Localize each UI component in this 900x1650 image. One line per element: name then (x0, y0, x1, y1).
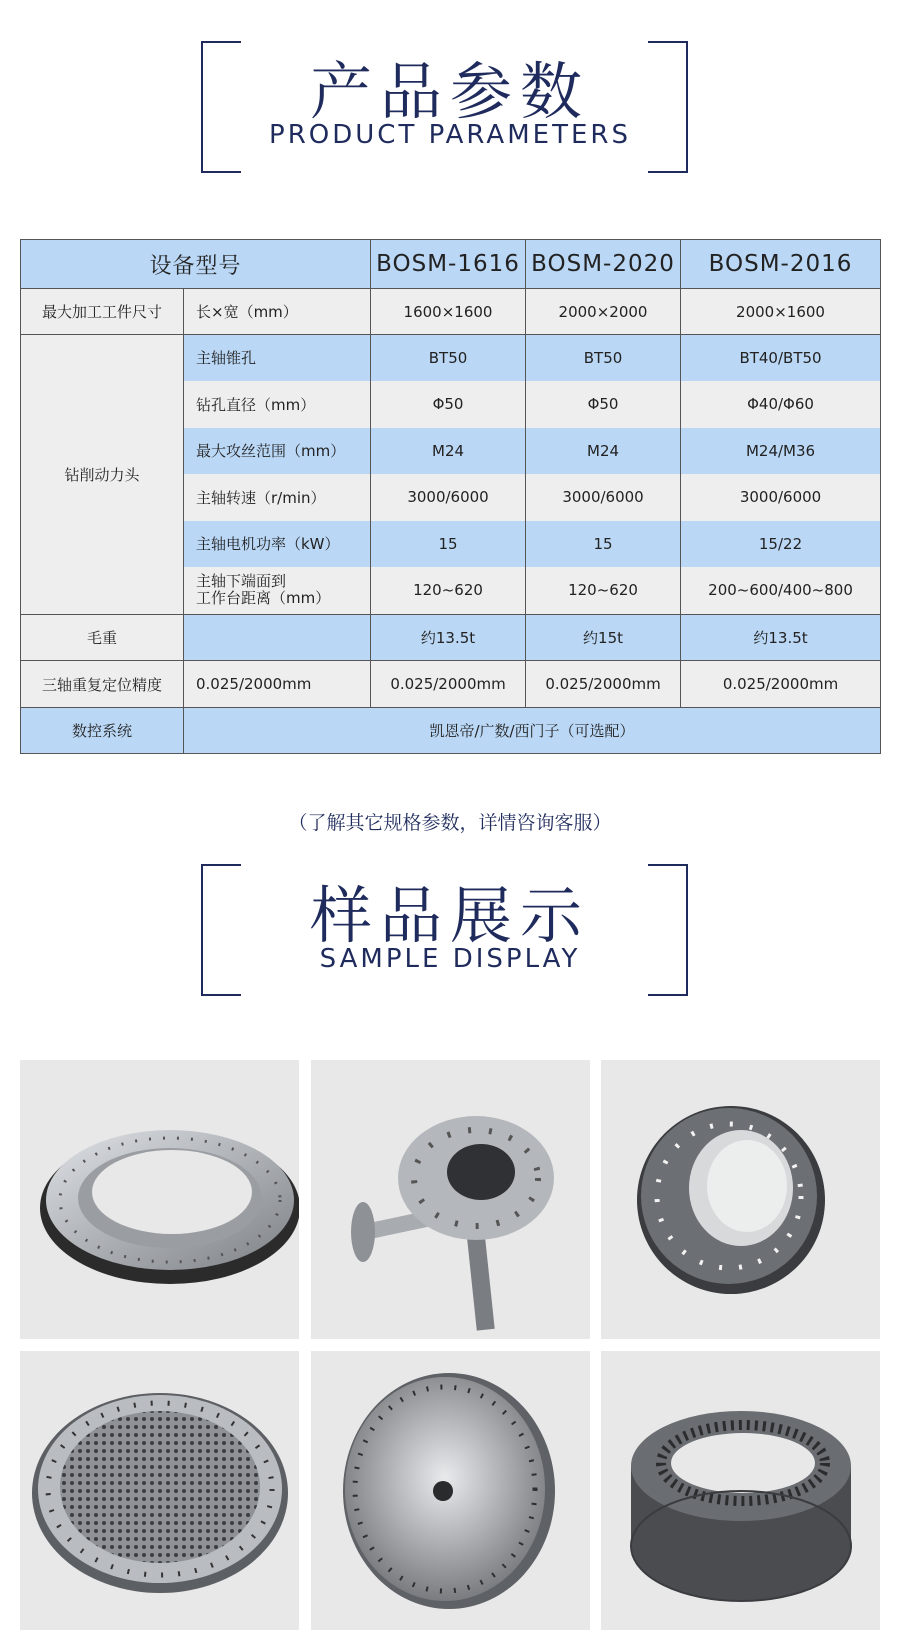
param-value: 3000/6000 (371, 474, 526, 521)
param-sub: 主轴锥孔 (184, 335, 371, 381)
perforated-disc-icon (311, 1351, 590, 1630)
weight-value-3: 约13.5t (681, 615, 881, 661)
param-value: BT50 (371, 335, 526, 381)
weight-value-1: 约13.5t (371, 615, 526, 661)
size-value-1: 1600×1600 (371, 289, 526, 335)
model-2: BOSM-2020 (526, 240, 681, 289)
param-sub: 主轴电机功率（kW） (184, 521, 371, 567)
param-value: 120~620 (526, 567, 681, 615)
accuracy-value-3: 0.025/2000mm (681, 661, 881, 708)
param-value: 3000/6000 (681, 474, 881, 521)
samples-title-cn: 样品展示 (309, 879, 590, 952)
sample-slewing-ring (20, 1060, 299, 1339)
weight-sub (184, 615, 371, 661)
params-title-en: PRODUCT PARAMETERS (269, 120, 631, 150)
param-sub: 钻孔直径（mm） (184, 381, 371, 428)
param-value: 15 (371, 521, 526, 567)
param-value: Φ40/Φ60 (681, 381, 881, 428)
size-label: 最大加工工件尺寸 (21, 289, 184, 335)
consult-note: （了解其它规格参数，详情咨询客服） (288, 812, 612, 834)
param-value: 3000/6000 (526, 474, 681, 521)
thick-flange-icon (601, 1060, 880, 1339)
param-value: M24 (371, 428, 526, 474)
accuracy-value-1: 0.025/2000mm (371, 661, 526, 708)
param-value: BT40/BT50 (681, 335, 881, 381)
model-1: BOSM-1616 (371, 240, 526, 289)
head-group-label: 钻削动力头 (21, 335, 184, 615)
param-value: Φ50 (371, 381, 526, 428)
cnc-value: 凯恩帝/广数/西门子（可选配） (184, 708, 881, 754)
sample-tube-sheet (20, 1351, 299, 1630)
param-value: 15 (526, 521, 681, 567)
samples-title-en: SAMPLE DISPLAY (319, 944, 581, 974)
param-value: 120~620 (371, 567, 526, 615)
weight-value-2: 约15t (526, 615, 681, 661)
slewing-ring-gear-icon (20, 1060, 299, 1339)
table-row (21, 289, 881, 335)
table-row (21, 661, 881, 708)
internal-ring-gear-icon (601, 1351, 880, 1630)
sample-flange-fitting (311, 1060, 590, 1339)
param-sub-line2: 工作台距离（mm） (196, 589, 331, 608)
param-value: 15/22 (681, 521, 881, 567)
parameter-table (20, 239, 881, 754)
params-title-cn: 产品参数 (309, 55, 590, 128)
table-row (21, 615, 881, 661)
param-sub-line1: 主轴下端面到 (196, 572, 287, 591)
param-value: Φ50 (526, 381, 681, 428)
table-row (21, 335, 881, 381)
table-header-row (21, 240, 881, 289)
param-value: M24 (526, 428, 681, 474)
accuracy-label: 三轴重复定位精度 (21, 661, 184, 708)
param-value: BT50 (526, 335, 681, 381)
weight-label: 毛重 (21, 615, 184, 661)
param-sub: 最大攻丝范围（mm） (184, 428, 371, 474)
tube-sheet-icon (20, 1351, 299, 1630)
size-sub: 长×宽（mm） (184, 289, 371, 335)
param-sub: 主轴转速（r/min） (184, 474, 371, 521)
param-sub (184, 567, 371, 615)
size-value-2: 2000×2000 (526, 289, 681, 335)
param-value: M24/M36 (681, 428, 881, 474)
accuracy-sub: 0.025/2000mm (184, 661, 371, 708)
model-label: 设备型号 (21, 240, 371, 289)
model-3: BOSM-2016 (681, 240, 881, 289)
accuracy-value-2: 0.025/2000mm (526, 661, 681, 708)
flange-pipe-fitting-icon (311, 1060, 590, 1339)
sample-ring-gear (601, 1351, 880, 1630)
cnc-label: 数控系统 (21, 708, 184, 754)
param-value: 200~600/400~800 (681, 567, 881, 615)
sample-thick-flange (601, 1060, 880, 1339)
sample-perforated-disc (311, 1351, 590, 1630)
table-row (21, 708, 881, 754)
size-value-3: 2000×1600 (681, 289, 881, 335)
